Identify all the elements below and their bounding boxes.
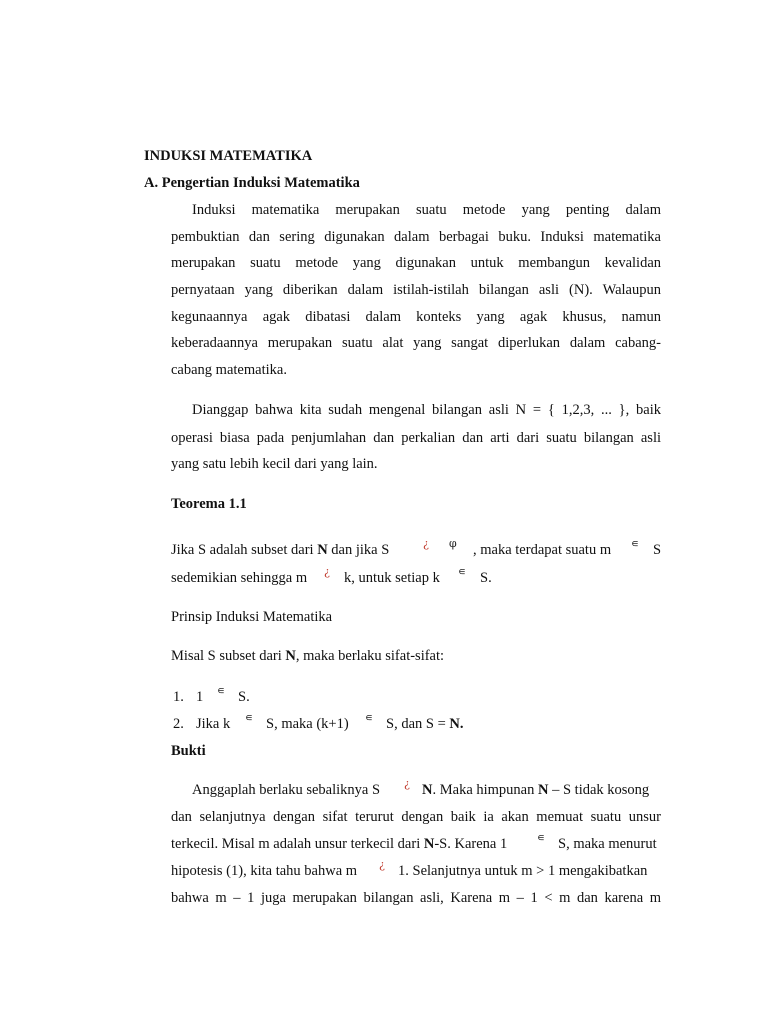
para1-line: keberadaannya merupakan suatu alat yang sangat diperlukan dalam cabang- bbox=[171, 335, 661, 351]
proof-line: terkecil. Misal m adalah unsur terkecil dari N-S. Karena 1 bbox=[171, 836, 508, 852]
empty-set-icon: φ bbox=[449, 537, 457, 550]
theorem-line-cont: k, untuk setiap k bbox=[344, 570, 440, 586]
proof-line-cont: N. Maka himpunan N – S tidak kosong bbox=[422, 782, 650, 798]
section-heading: A. Pengertian Induksi Matematika bbox=[144, 175, 360, 191]
para1-line: merupakan suatu metode yang digunakan untuk membangun kevalidan bbox=[171, 255, 661, 271]
proof-heading: Bukti bbox=[171, 743, 206, 759]
proof-line: bahwa m – 1 juga merupakan bilangan asli, Karena m – 1 < m dan karena m bbox=[171, 890, 661, 906]
element-of-icon: ∊ bbox=[458, 565, 466, 578]
proof-line: hipotesis (1), kita tahu bahwa m bbox=[171, 863, 358, 879]
element-of-icon: ∊ bbox=[217, 684, 225, 697]
missing-glyph-icon: ¿ bbox=[423, 537, 429, 550]
para1-line: pembuktian dan sering digunakan dalam berbagai buku. Induksi matematika bbox=[171, 229, 661, 245]
para1-line: Induksi matematika merupakan suatu metode yang penting dalam bbox=[192, 202, 661, 218]
proof-line: dan selanjutnya dengan sifat terurut dengan baik ia akan memuat suatu unsur bbox=[171, 809, 661, 825]
para2-line: Dianggap bahwa kita sudah mengenal bilangan asli N = { 1,2,3, ... }, baik bbox=[192, 402, 661, 418]
list-item-number: 1. bbox=[173, 689, 184, 705]
element-of-icon: ∊ bbox=[537, 831, 545, 844]
list-item: Jika k bbox=[196, 716, 231, 732]
list-item-number: 2. bbox=[173, 716, 184, 732]
para1-line: kegunaannya agak dibatasi dalam konteks yang agak khusus, namun bbox=[171, 309, 661, 325]
missing-glyph-icon: ¿ bbox=[404, 777, 410, 790]
list-item: S. bbox=[238, 689, 250, 705]
element-of-icon: ∊ bbox=[631, 537, 639, 550]
list-item: S, maka (k+1) bbox=[266, 716, 349, 732]
element-of-icon: ∊ bbox=[245, 711, 253, 724]
theorem-line-cont: , maka terdapat suatu m bbox=[473, 542, 612, 558]
list-item: S, dan S = N. bbox=[386, 716, 464, 732]
theorem-line: sedemikian sehingga m bbox=[171, 570, 308, 586]
proof-line-cont: S, maka menurut bbox=[558, 836, 657, 852]
list-item: 1 bbox=[196, 689, 204, 705]
para1-line: pernyataan yang diberikan dalam istilah-istilah bilangan asli (N). Walaupun bbox=[171, 282, 661, 298]
para1-line: cabang matematika. bbox=[171, 362, 287, 378]
theorem-line-cont: S. bbox=[480, 570, 492, 586]
para2-line: operasi biasa pada penjumlahan dan perkalian dan arti dari suatu bilangan asli bbox=[171, 430, 661, 446]
doc-title: INDUKSI MATEMATIKA bbox=[144, 148, 313, 164]
proof-line-cont: 1. Selanjutnya untuk m > 1 mengakibatkan bbox=[398, 863, 648, 879]
theorem-title: Teorema 1.1 bbox=[171, 496, 247, 512]
principle-heading: Prinsip Induksi Matematika bbox=[171, 609, 333, 625]
principle-intro: Misal S subset dari N, maka berlaku sifat-sifat: bbox=[171, 648, 445, 664]
theorem-line-cont: S bbox=[653, 542, 662, 558]
element-of-icon: ∊ bbox=[365, 711, 373, 724]
proof-line: Anggaplah berlaku sebaliknya S bbox=[192, 782, 381, 798]
para2-line: yang satu lebih kecil dari yang lain. bbox=[171, 456, 378, 472]
missing-glyph-icon: ¿ bbox=[324, 565, 330, 578]
theorem-line: Jika S adalah subset dari N dan jika S bbox=[171, 542, 390, 558]
missing-glyph-icon: ¿ bbox=[379, 858, 385, 871]
